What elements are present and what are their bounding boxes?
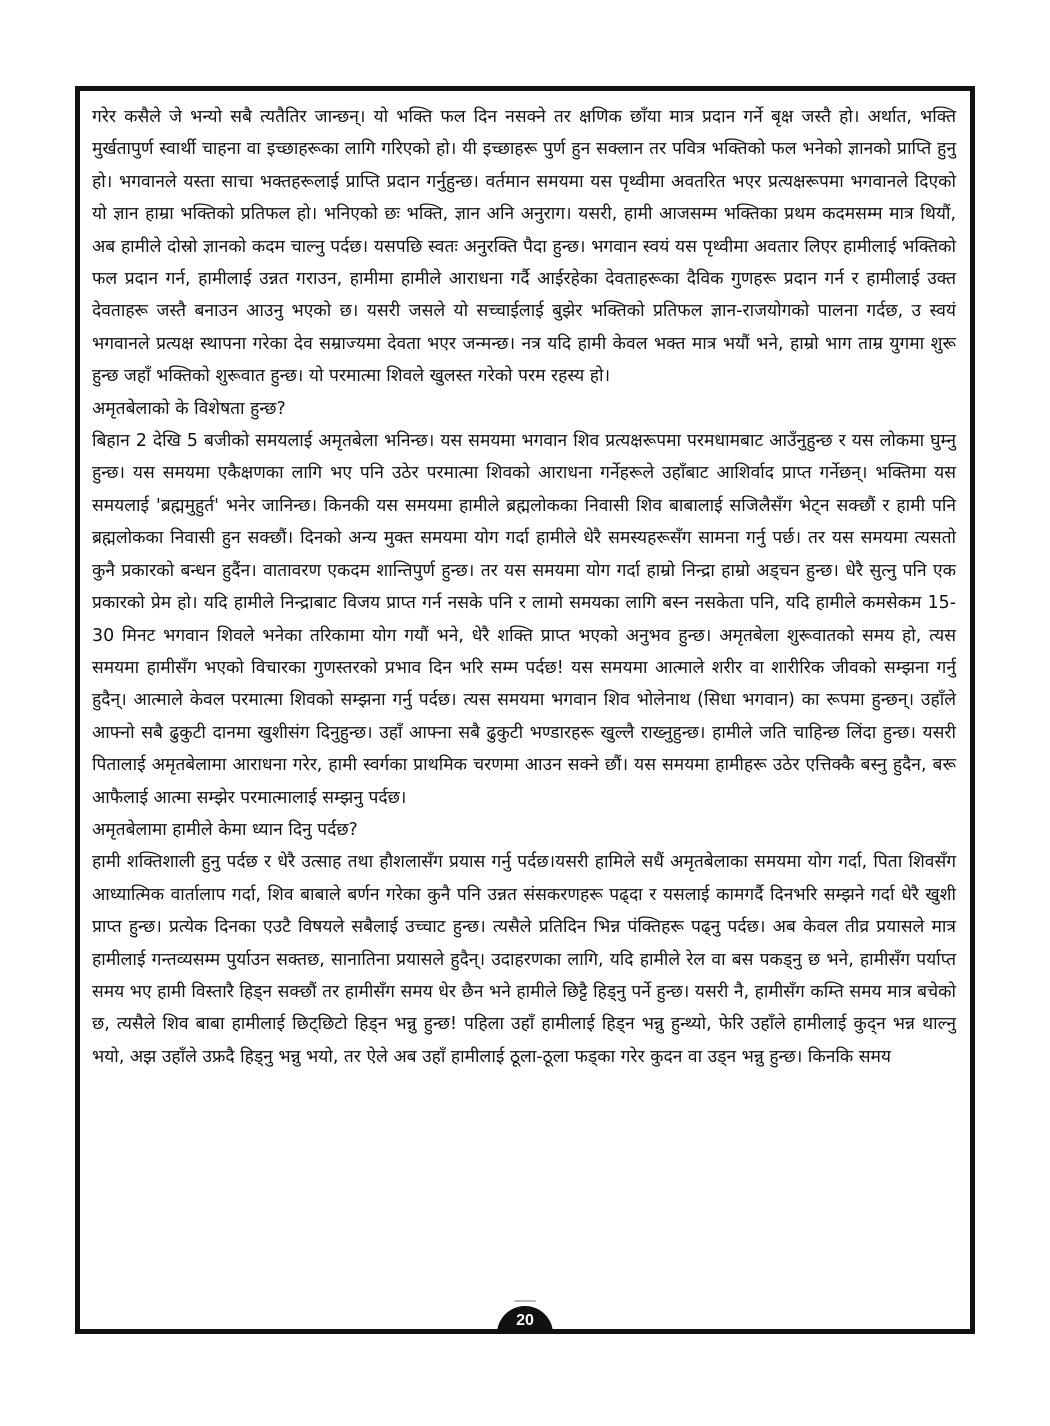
paragraph-amritbela-specialty: बिहान 2 देखि 5 बजीको समयलाई अमृतबेला भनिन्छ। यस समयमा भगवान शिव प्रत्यक्षरूपमा परमधामबाट आउँनुहुन्छ र यस लोकमा घुम्नु हुन्छ। यस समयमा एकैक्षणका लागि भए पनि उठेर परमात्मा शिवको आराधना गर्नेहरूले उहाँबाट आशिर्वाद प्राप्त गर्नेछन्। भक्तिमा यस समयलाई 'ब्रह्ममुहुर्त' भनेर जानिन्छ। किनकी यस समयमा हामीले ब्रह्मलोकका निवासी शिव बाबालाई सजिलैसँग भेट्न सक्छौं र हामी पनि ब्रह्मलोकका निवासी हुन सक्छौं। दिनको अन्य मुक्त समयमा योग गर्दा हामीले धेरै समस्यहरूसँग सामना गर्नु पर्छ। तर यस समयमा त्यसतो कुनै प्रकारको बन्धन हुदैंन। वातावरण एकदम शान्तिपुर्ण हुन्छ। तर यस समयमा योग गर्दा हाम्रो निन्द्रा हाम्रो अड्चन हुन्छ। धेरै सुत्नु पनि एक प्रकारको प्रेम हो। यदि हामीले निन्द्राबाट विजय प्राप्त गर्न नसके पनि र लामो समयका लागि बस्न नसकेता पनि, यदि हामीले कमसेकम 15-30 मिनट भगवान शिवले भनेका तरिकामा योग गयौं भने, धेरै शक्ति प्राप्त भएको अनुभव हुन्छ। अमृतबेला शुरूवातको समय हो, त्यस समयमा हामीसँग भएको विचारका गुणस्तरको प्रभाव दिन भरि सम्म पर्दछ! यस समयमा आत्माले शरीर वा शारीरिक जीवको सम्झना गर्नु हुदैन्। आत्माले केवल परमात्मा शिवको सम्झना गर्नु पर्दछ। त्यस समयमा भगवान शिव भोलेनाथ (सिधा भगवान) का रूपमा हुन्छन्। उहाँले आफ्नो सबै ढुकुटी दानमा खुशीसंग दिनुहुन्छ। उहाँ आफ्ना सबै ढुकुटी भण्डारहरू खुल्लै राख्नुहुन्छ। हामीले जति चाहिन्छ लिंदा हुन्छ। यसरी पितालाई अमृतबेलामा आराधना गरेर, हामी स्वर्गका प्राथमिक चरणमा आउन सक्ने छौं। यस समयमा हामीहरू उठेर एत्तिक्कै बस्नु हुदैन, बरू आफैलाई आत्मा सम्झेर परमात्मालाई सम्झनु पर्दछ।: [92, 431, 956, 808]
page-content: [92, 101, 956, 1299]
paragraph-bhakti-fruit: गरेर कसैले जे भन्यो सबै त्यतैतिर जान्छन्। यो भक्ति फल दिन नसक्ने तर क्षणिक छाँया मात्र प्रदान गर्ने बृक्ष जस्तै हो। अर्थात, भक्ति मुर्खतापुर्ण स्वार्थी चाहना वा इच्छाहरूका लागि गरिएको हो। यी इच्छाहरू पुर्ण हुन सक्लान तर पवित्र भक्तिको फल भनेको ज्ञानको प्राप्ति हुनु हो। भगवानले यस्ता साचा भक्तहरूलाई प्राप्ति प्रदान गर्नुहुन्छ। वर्तमान समयमा यस पृथ्वीमा अवतरित भएर प्रत्यक्षरूपमा भगवानले दिएको यो ज्ञान हाम्रा भक्तिको प्रतिफल हो। भनिएको छः भक्ति, ज्ञान अनि अनुराग। यसरी, हामी आजसम्म भक्तिका प्रथम कदमसम्म मात्र थियौं, अब हामीले दोस्रो ज्ञानको कदम चाल्नु पर्दछ। यसपछि स्वतः अनुरक्ति पैदा हुन्छ। भगवान स्वयं यस पृथ्वीमा अवतार लिएर हामीलाई भक्तिको फल प्रदान गर्न, हामीलाई उन्नत गराउन, हामीमा हामीले आराधना गर्दै आईरहेका देवताहरूका दैविक गुणहरू प्रदान गर्न र हामीलाई उक्त देवताहरू जस्तै बनाउन आउनु भएको छ। यसरी जसले यो सच्चाईलाई बुझेर भक्तिको प्रतिफल ज्ञान-राजयोगको पालना गर्दछ, उ स्वयं भगवानले प्रत्यक्ष स्थापना गरेका देव सम्राज्यमा देवता भएर जन्मन्छ। नत्र यदि हामी केवल भक्त मात्र भयौं भने, हाम्रो भाग ताम्र युगमा शुरू हुन्छ जहाँ भक्तिको शुरूवात हुन्छ। यो परमात्मा शिवले खुलस्त गरेको परम रहस्य हो।: [92, 107, 956, 387]
section-heading-amritbela-attention: अमृतबेलामा हामीले केमा ध्यान दिनु पर्दछ?: [92, 819, 358, 840]
paragraph-amritbela-attention: हामी शक्तिशाली हुनु पर्दछ र धेरै उत्साह तथा हौशलासँग प्रयास गर्नु पर्दछ।यसरी हामिले सधैं अमृतबेलाका समयमा योग गर्दा, पिता शिवसँग आध्यात्मिक वार्तालाप गर्दा, शिव बाबाले बर्णन गरेका कुनै पनि उन्नत संसकरणहरू पढ्दा र यसलाई कामगर्दै दिनभरि सम्झने गर्दा धेरै खुशी प्राप्त हुन्छ। प्रत्येक दिनका एउटै विषयले सबैलाई उच्चाट हुन्छ। त्यसैले प्रतिदिन भिन्न पंक्तिहरू पढ्नु पर्दछ। अब केवल तीव्र प्रयासले मात्र हामीलाई गन्तव्यसम्म पुर्याउन सक्तछ, सानातिना प्रयासले हुदैन्। उदाहरणका लागि, यदि हामीले रेल वा बस पकड्नु छ भने, हामीसँग पर्याप्त समय भए हामी विस्तारै हिड्न सक्छौं तर हामीसँग समय धेर छैन भने हामीले छिट्टै हिड्नु पर्ने हुन्छ। यसरी नै, हामीसँग कम्ति समय मात्र बचेको छ, त्यसैले शिव बाबा हामीलाई छिट्छिटो हिड्न भन्नु हुन्छ! पहिला उहाँ हामीलाई हिड्न भन्नु हुन्थ्यो, फेरि उहाँले हामीलाई कुद्न भन्न थाल्नु भयो, अझ उहाँले उफ्रदै हिड्नु भन्नु भयो, तर ऐले अब उहाँ हामीलाई ठूला-ठूला फड्का गरेर कुदन वा उड्न भन्नु हुन्छ। किनकि समय: [92, 852, 956, 1067]
page-frame: [75, 86, 975, 1334]
page-number: 20: [497, 1306, 553, 1334]
section-heading-amritbela-specialty: अमृतबेलाको के विशेषता हुन्छ?: [92, 398, 286, 419]
